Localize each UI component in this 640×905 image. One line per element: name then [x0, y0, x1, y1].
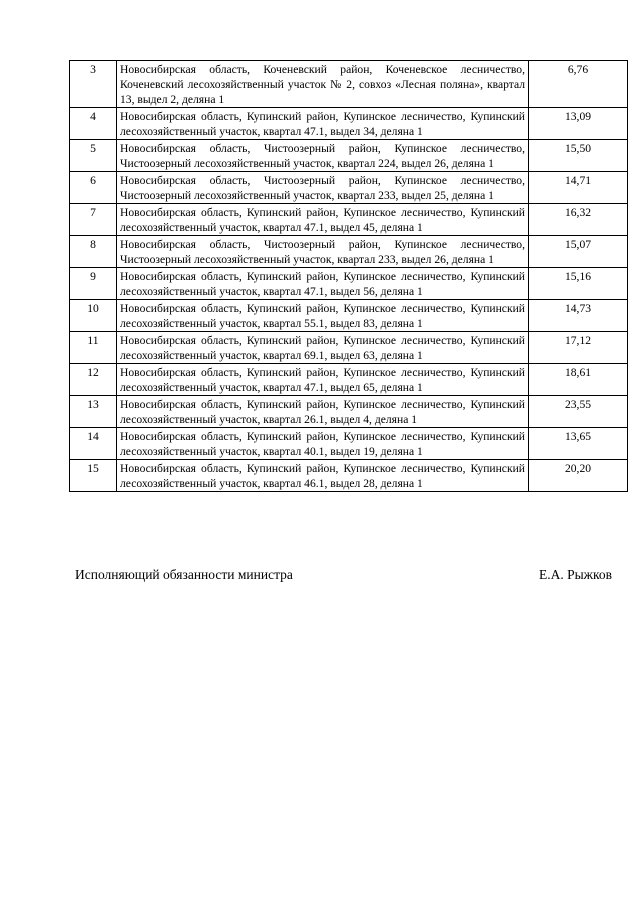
location-cell: Новосибирская область, Купинский район, Купинское лесничество, Купинский лесохозяйственный участок, квартал 46.1, выдел 28, деляна 1 [117, 460, 529, 492]
area-cell: 14,71 [529, 172, 628, 204]
row-number-cell: 12 [70, 364, 117, 396]
location-cell: Новосибирская область, Чистоозерный район, Купинское лесничество, Чистоозерный лесохозяйственный участок, квартал 224, выдел 26, деляна 1 [117, 140, 529, 172]
location-cell: Новосибирская область, Купинский район, Купинское лесничество, Купинский лесохозяйственный участок, квартал 47.1, выдел 65, деляна 1 [117, 364, 529, 396]
area-cell: 23,55 [529, 396, 628, 428]
table-row [70, 108, 628, 140]
table-row [70, 460, 628, 492]
location-cell: Новосибирская область, Купинский район, Купинское лесничество, Купинский лесохозяйственный участок, квартал 47.1, выдел 34, деляна 1 [117, 108, 529, 140]
location-cell: Новосибирская область, Купинский район, Купинское лесничество, Купинский лесохозяйственный участок, квартал 47.1, выдел 45, деляна 1 [117, 204, 529, 236]
row-number-cell: 5 [70, 140, 117, 172]
row-number-cell: 13 [70, 396, 117, 428]
area-cell: 13,09 [529, 108, 628, 140]
row-number-cell: 11 [70, 332, 117, 364]
area-cell: 20,20 [529, 460, 628, 492]
row-number-cell: 15 [70, 460, 117, 492]
area-cell: 15,16 [529, 268, 628, 300]
location-cell: Новосибирская область, Купинский район, Купинское лесничество, Купинский лесохозяйственный участок, квартал 47.1, выдел 56, деляна 1 [117, 268, 529, 300]
table-row [70, 428, 628, 460]
area-cell: 14,73 [529, 300, 628, 332]
table-row [70, 396, 628, 428]
plots-table-body [70, 61, 628, 492]
area-cell: 6,76 [529, 61, 628, 108]
table-row [70, 172, 628, 204]
table-row [70, 364, 628, 396]
row-number-cell: 8 [70, 236, 117, 268]
location-cell: Новосибирская область, Купинский район, Купинское лесничество, Купинский лесохозяйственный участок, квартал 55.1, выдел 83, деляна 1 [117, 300, 529, 332]
area-cell: 13,65 [529, 428, 628, 460]
table-row [70, 268, 628, 300]
table-row [70, 204, 628, 236]
location-cell: Новосибирская область, Чистоозерный район, Купинское лесничество, Чистоозерный лесохозяйственный участок, квартал 233, выдел 25, деляна 1 [117, 172, 529, 204]
plots-table [69, 60, 628, 492]
signatory-position: Исполняющий обязанности министра [75, 567, 293, 582]
signature-block [75, 566, 612, 584]
table-row [70, 236, 628, 268]
row-number-cell: 10 [70, 300, 117, 332]
table-row [70, 332, 628, 364]
row-number-cell: 14 [70, 428, 117, 460]
location-cell: Новосибирская область, Купинский район, Купинское лесничество, Купинский лесохозяйственный участок, квартал 69.1, выдел 63, деляна 1 [117, 332, 529, 364]
area-cell: 17,12 [529, 332, 628, 364]
area-cell: 15,50 [529, 140, 628, 172]
location-cell: Новосибирская область, Купинский район, Купинское лесничество, Купинский лесохозяйственный участок, квартал 26.1, выдел 4, деляна 1 [117, 396, 529, 428]
location-cell: Новосибирская область, Чистоозерный район, Купинское лесничество, Чистоозерный лесохозяйственный участок, квартал 233, выдел 26, деляна 1 [117, 236, 529, 268]
area-cell: 16,32 [529, 204, 628, 236]
table-row [70, 300, 628, 332]
location-cell: Новосибирская область, Коченевский район, Коченевское лесничество, Коченевский лесохозяйственный участок № 2, совхоз «Лесная поляна», квартал 13, выдел 2, деляна 1 [117, 61, 529, 108]
row-number-cell: 4 [70, 108, 117, 140]
area-cell: 18,61 [529, 364, 628, 396]
area-cell: 15,07 [529, 236, 628, 268]
row-number-cell: 7 [70, 204, 117, 236]
table-row [70, 61, 628, 108]
row-number-cell: 6 [70, 172, 117, 204]
table-row [70, 140, 628, 172]
row-number-cell: 3 [70, 61, 117, 108]
row-number-cell: 9 [70, 268, 117, 300]
signatory-name: Е.А. Рыжков [538, 567, 612, 582]
location-cell: Новосибирская область, Купинский район, Купинское лесничество, Купинский лесохозяйственный участок, квартал 40.1, выдел 19, деляна 1 [117, 428, 529, 460]
